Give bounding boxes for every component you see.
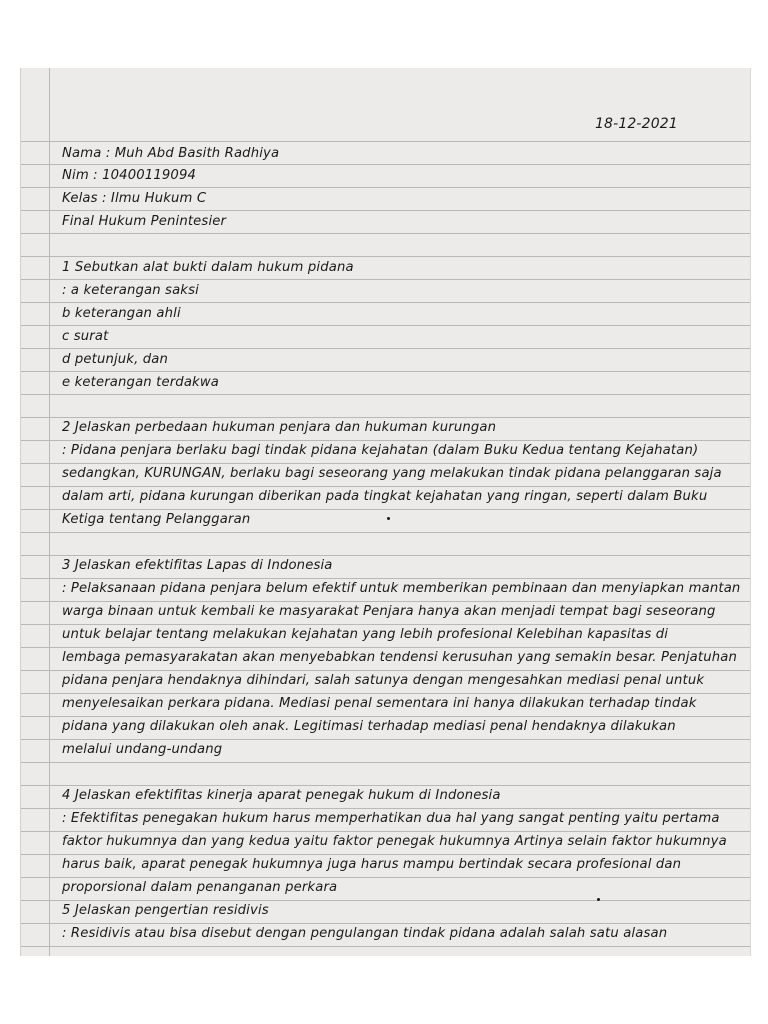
ruled-line [21, 785, 750, 786]
question-5: 5 Jelaskan pengertian residivis [62, 903, 269, 918]
ruled-line [21, 946, 750, 947]
q4-answer-line: faktor hukumnya dan yang kedua yaitu faktor penegak hukumnya Artinya selain faktor hukumnya [62, 834, 727, 849]
student-name: Nama : Muh Abd Basith Radhiya [62, 146, 280, 161]
ruled-line [21, 187, 750, 188]
q3-answer-line: pidana yang dilakukan oleh anak. Legitimasi terhadap mediasi penal hendaknya dilakukan [62, 719, 676, 734]
ruled-line [21, 233, 750, 234]
ruled-line [21, 532, 750, 533]
ruled-line [21, 417, 750, 418]
q3-answer-line: pidana penjara hendaknya dihindari, salah satunya dengan mengesahkan mediasi penal untuk [62, 673, 705, 688]
q4-answer-line: : Efektifitas penegakan hukum harus memperhatikan dua hal yang sangat penting yaitu pertama [62, 811, 720, 826]
q3-answer-line: menyelesaikan perkara pidana. Mediasi penal sementara ini hanya dilakukan terhadap tindak [62, 696, 697, 711]
q3-answer-line: untuk belajar tentang melakukan kejahatan yang lebih profesional Kelebihan kapasitas di [62, 627, 669, 642]
q4-answer-line: proporsional dalam penanganan perkara [62, 880, 338, 895]
ink-dot [387, 517, 390, 520]
q3-answer-line: melalui undang-undang [62, 742, 223, 757]
q4-answer-line: harus baik, aparat penegak hukumnya juga harus mampu bertindak secara profesional dan [62, 857, 682, 872]
ruled-line [21, 164, 750, 165]
ruled-line [21, 256, 750, 257]
exam-title: Final Hukum Penintesier [62, 214, 227, 229]
q3-answer-line: : Pelaksanaan pidana penjara belum efektif untuk memberikan pembinaan dan menyiapkan mantan [62, 581, 741, 596]
question-1: 1 Sebutkan alat bukti dalam hukum pidana [62, 260, 354, 275]
student-nim: Nim : 10400119094 [62, 168, 197, 183]
question-3: 3 Jelaskan efektifitas Lapas di Indonesia [62, 558, 333, 573]
ruled-line [21, 900, 750, 901]
q5-answer-line: : Residivis atau bisa disebut dengan pengulangan tindak pidana adalah salah satu alasan [62, 926, 668, 941]
q1-answer-item: e keterangan terdakwa [62, 375, 220, 390]
student-class: Kelas : Ilmu Hukum C [62, 191, 207, 206]
question-2: 2 Jelaskan perbedaan hukuman penjara dan hukuman kurungan [62, 420, 497, 435]
notebook-page [20, 68, 751, 956]
ruled-line [21, 463, 750, 464]
ruled-line [21, 624, 750, 625]
ruled-line [21, 486, 750, 487]
ruled-line [21, 762, 750, 763]
q1-answer-item: : a keterangan saksi [62, 283, 199, 298]
ruled-line [21, 578, 750, 579]
ruled-line [21, 808, 750, 809]
margin-line [49, 68, 50, 956]
ruled-line [21, 210, 750, 211]
date-text: 18-12-2021 [595, 116, 678, 132]
ruled-line [21, 670, 750, 671]
ruled-line [21, 325, 750, 326]
ruled-line [21, 716, 750, 717]
q2-answer-line: dalam arti, pidana kurungan diberikan pada tingkat kejahatan yang ringan, seperti dalam Buku [62, 489, 708, 504]
ruled-line [21, 923, 750, 924]
ruled-line [21, 440, 750, 441]
ruled-line [21, 509, 750, 510]
ruled-line [21, 831, 750, 832]
q1-answer-item: d petunjuk, dan [62, 352, 169, 367]
ink-dot [597, 898, 600, 901]
ruled-line [21, 348, 750, 349]
ruled-line [21, 371, 750, 372]
q1-answer-item: b keterangan ahli [62, 306, 181, 321]
q1-answer-item: c surat [62, 329, 109, 344]
question-4: 4 Jelaskan efektifitas kinerja aparat penegak hukum di Indonesia [62, 788, 501, 803]
ruled-line [21, 601, 750, 602]
ruled-line [21, 647, 750, 648]
q2-answer-line: sedangkan, KURUNGAN, berlaku bagi seseorang yang melakukan tindak pidana pelanggaran saja [62, 466, 722, 481]
q3-answer-line: lembaga pemasyarakatan akan menyebabkan tendensi kerusuhan yang semakin besar. Penjatuhan [62, 650, 737, 665]
ruled-line [21, 739, 750, 740]
ruled-line [21, 555, 750, 556]
ruled-line [21, 877, 750, 878]
ruled-line [21, 302, 750, 303]
ruled-line [21, 693, 750, 694]
ruled-line [21, 394, 750, 395]
ruled-line [21, 141, 750, 142]
ruled-line [21, 279, 750, 280]
ruled-line [21, 854, 750, 855]
q3-answer-line: warga binaan untuk kembali ke masyarakat Penjara hanya akan menjadi tempat bagi seseorang [62, 604, 716, 619]
q2-answer-line: : Pidana penjara berlaku bagi tindak pidana kejahatan (dalam Buku Kedua tentang Kejahatan) [62, 443, 699, 458]
q2-answer-line: Ketiga tentang Pelanggaran [62, 512, 251, 527]
